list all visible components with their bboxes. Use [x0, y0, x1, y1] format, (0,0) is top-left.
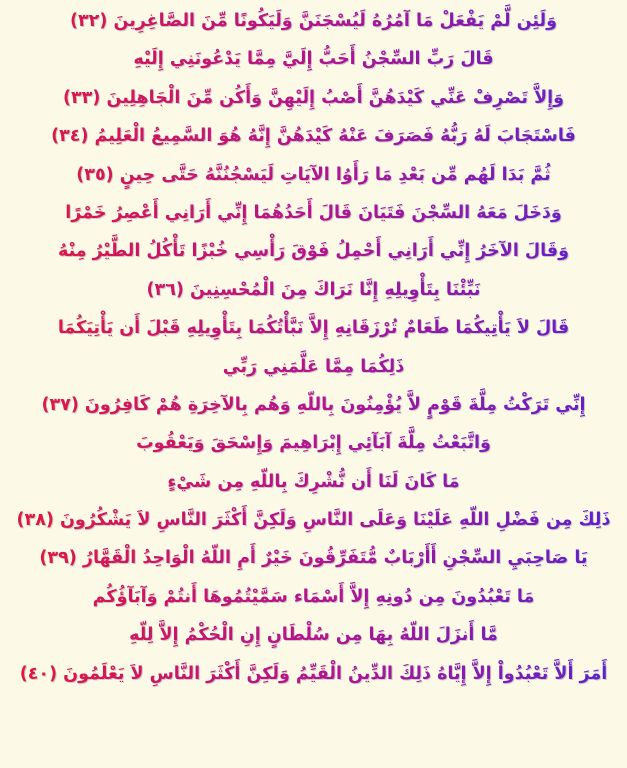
verse-line: فَاسْتَجَابَ لَهُ رَبُّهُ فَصَرَفَ عَنْهُ كَيْدَهُنَّ إِنَّهُ هُوَ السَّمِيعُ الْعَلِيمُ (٣٤)	[10, 117, 617, 155]
verse-list	[10, 2, 617, 693]
verse-line: إِنِّي تَرَكْتُ مِلَّةَ قَوْمٍ لاَّ يُؤْمِنُونَ بِاللّهِ وَهُم بِالآخِرَةِ هُمْ كَافِرُونَ (٣٧)	[10, 386, 617, 424]
verse-line: قَالَ لاَ يَأْتِيكُمَا طَعَامٌ تُرْزَقَانِهِ إِلاَّ نَبَّأْتُكُمَا بِتَأْوِيلِهِ قَبْلَ أَن يَأْتِيَكُمَا	[10, 309, 617, 347]
verse-line: وَاتَّبَعْتُ مِلَّةَ آبَآئِي إِبْرَاهِيمَ وَإِسْحَقَ وَيَعْقُوبَ	[10, 424, 617, 462]
verse-line: ذَلِكُمَا مِمَّا عَلَّمَنِي رَبِّي	[10, 348, 617, 386]
verse-line: قَالَ رَبِّ السِّجْنُ أَحَبُّ إِلَيَّ مِمَّا يَدْعُونَنِي إِلَيْهِ	[10, 40, 617, 78]
verse-line: ثُمَّ بَدَا لَهُم مِّن بَعْدِ مَا رَأَوُا الآيَاتِ لَيَسْجُنُنَّهُ حَتَّى حِينٍ (٣٥)	[10, 156, 617, 194]
verse-line: يَا صَاحِبَيِ السِّجْنِ أَأَرْبَابٌ مُّتَفَرِّقُونَ خَيْرٌ أَمِ اللّهُ الْوَاحِدُ الْقَهَّارُ (٣٩)	[10, 539, 617, 577]
verse-line: أَمَرَ أَلاَّ تَعْبُدُواْ إِلاَّ إِيَّاهُ ذَلِكَ الدِّينُ الْقَيِّمُ وَلَكِنَّ أَكْثَرَ النَّاسِ لاَ يَعْلَمُونَ (٤٠)	[10, 655, 617, 693]
verse-line: نَبِّئْنَا بِتَأْوِيلِهِ إِنَّا نَرَاكَ مِنَ الْمُحْسِنِينَ (٣٦)	[10, 271, 617, 309]
verse-line: وَقَالَ الآخَرُ إِنِّي أَرَانِي أَحْمِلُ فَوْقَ رَأْسِي خُبْزًا تَأْكُلُ الطَّيْرُ مِنْهُ	[10, 232, 617, 270]
verse-line: وَدَخَلَ مَعَهُ السِّجْنَ فَتَيَانَ قَالَ أَحَدُهُمَا إِنِّي أَرَانِي أَعْصِرُ خَمْرًا	[10, 194, 617, 232]
verse-line: ذَلِكَ مِن فَضْلِ اللّهِ عَلَيْنَا وَعَلَى النَّاسِ وَلَكِنَّ أَكْثَرَ النَّاسِ لاَ يَشْكُرُونَ (٣٨)	[10, 501, 617, 539]
verse-line: مَا تَعْبُدُونَ مِن دُونِهِ إِلاَّ أَسْمَاء سَمَّيْتُمُوهَا أَنتُمْ وَآبَآؤُكُم	[10, 578, 617, 616]
verse-line: وَإِلاَّ تَصْرِفْ عَنِّي كَيْدَهُنَّ أَصْبُ إِلَيْهِنَّ وَأَكُن مِّنَ الْجَاهِلِينَ (٣٣)	[10, 79, 617, 117]
verse-line: مَّا أَنزَلَ اللّهُ بِهَا مِن سُلْطَانٍ إِنِ الْحُكْمُ إِلاَّ لِلّهِ	[10, 616, 617, 654]
verse-line: مَا كَانَ لَنَا أَن نُّشْرِكَ بِاللّهِ مِن شَيْءٍ	[10, 463, 617, 501]
verse-line: وَلَئِن لَّمْ يَفْعَلْ مَا آمُرُهُ لَيُسْجَنَنَّ وَلَيَكُونًا مِّنَ الصَّاغِرِينَ (٣٢)	[10, 2, 617, 40]
